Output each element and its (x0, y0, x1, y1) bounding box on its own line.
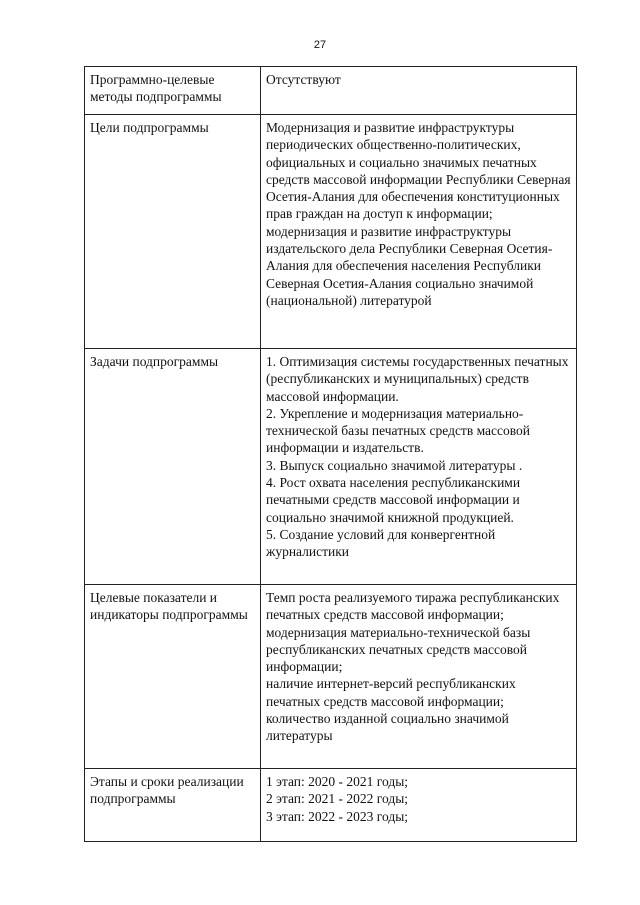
subprogram-passport-table (84, 66, 577, 842)
row-label-tasks: Задачи подпрограммы (85, 349, 261, 585)
table-row (85, 349, 577, 585)
table-row (85, 585, 577, 769)
row-label-indicators: Целевые показатели и индикаторы подпрограммы (85, 585, 261, 769)
row-value-tasks: 1. Оптимизация системы государственных печатных (республиканских и муниципальных) средств массовой информации. 2. Укрепление и модернизация материально-технической базы печатных средств массовой информации и издательств. 3. Выпуск социально значимой литературы . 4. Рост охвата населения республиканскими печатными средств массовой информации и социально значимой книжной продукцией. 5. Создание условий для конвергентной журналистики (261, 349, 577, 585)
page-number: 27 (313, 39, 327, 51)
table-row (85, 67, 577, 115)
row-label-methods: Программно-целевые методы подпрограммы (85, 67, 261, 115)
row-value-methods: Отсутствуют (261, 67, 577, 115)
row-label-stages: Этапы и сроки реализации подпрограммы (85, 769, 261, 842)
row-value-indicators: Темп роста реализуемого тиража республиканских печатных средств массовой информации; модернизация материально-технической базы республиканских печатных средств массовой информации; наличие интернет-версий республиканских печатных средств массовой информации; количество изданной социально значимой литературы (261, 585, 577, 769)
row-value-goals: Модернизация и развитие инфраструктуры периодических общественно-политических, официальных и социально значимых печатных средств массовой информации Республики Северная Осетия-Алания для обеспечения конституционных прав граждан на доступ к информации; модернизация и развитие инфраструктуры издательского дела Республики Северная Осетия-Алания для обеспечения населения Республики Северная Осетия-Алания социально значимой (национальной) литературой (261, 115, 577, 349)
table-row (85, 769, 577, 842)
row-value-stages: 1 этап: 2020 - 2021 годы; 2 этап: 2021 - 2022 годы; 3 этап: 2022 - 2023 годы; (261, 769, 577, 842)
row-label-goals: Цели подпрограммы (85, 115, 261, 349)
table-row (85, 115, 577, 349)
